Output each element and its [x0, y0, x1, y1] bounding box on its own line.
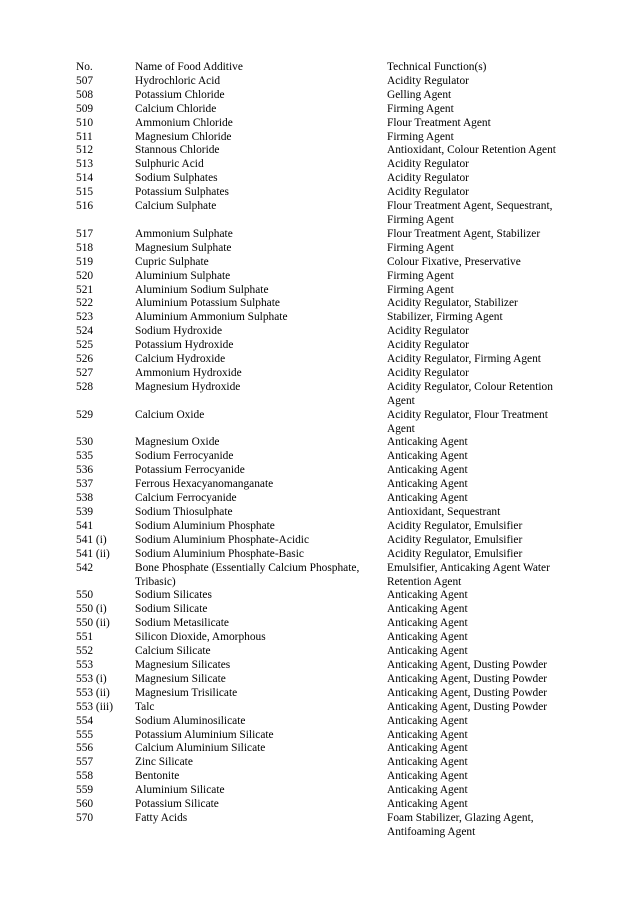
additive-number: 526 — [76, 353, 94, 366]
additive-number: 553 (i) — [76, 672, 107, 685]
additive-name: Sulphuric Acid — [135, 158, 204, 171]
additive-number: 552 — [76, 645, 94, 658]
additive-name: Sodium Sulphates — [135, 172, 218, 185]
technical-function: Anticaking Agent, Dusting Powder — [387, 672, 548, 685]
additive-name: Sodium Aluminosilicate — [135, 714, 246, 727]
technical-function: Anticaking Agent — [387, 784, 468, 797]
technical-function: Anticaking Agent — [387, 770, 468, 783]
table-row — [76, 339, 566, 353]
technical-function: Anticaking Agent — [387, 742, 468, 755]
table-row — [76, 89, 566, 103]
additive-number: 524 — [76, 325, 94, 338]
table-row — [76, 367, 566, 381]
table-row — [76, 297, 566, 311]
technical-function: Acidity Regulator — [387, 339, 469, 352]
technical-function: Firming Agent — [387, 130, 454, 143]
additive-name: Aluminium Potassium Sulphate — [135, 297, 280, 310]
additive-name: Sodium Metasilicate — [135, 617, 229, 630]
table-row — [76, 520, 566, 534]
additive-name: Potassium Aluminium Silicate — [135, 728, 274, 741]
table-row — [76, 158, 566, 172]
table-row — [76, 172, 566, 186]
additive-name: Sodium Silicate — [135, 603, 208, 616]
technical-function: Anticaking Agent — [387, 617, 468, 630]
additive-name: Stannous Chloride — [135, 144, 220, 157]
additive-number: 539 — [76, 506, 94, 518]
technical-function: Firming Agent — [387, 269, 454, 282]
additive-number: 514 — [76, 172, 94, 185]
technical-function: Acidity Regulator, Colour Retention Agent — [387, 380, 553, 407]
technical-function: Anticaking Agent — [387, 756, 468, 769]
additive-name: Aluminium Sulphate — [135, 269, 231, 282]
additive-number: 529 — [76, 408, 94, 421]
table-row — [76, 534, 566, 548]
technical-function: Colour Fixative, Preservative — [387, 255, 521, 268]
table-row — [76, 729, 566, 743]
additive-name: Magnesium Sulphate — [135, 241, 232, 254]
table-row — [76, 325, 566, 339]
additive-number: 555 — [76, 728, 94, 741]
additive-number: 550 (i) — [76, 603, 107, 616]
additive-name: Calcium Ferrocyanide — [135, 492, 237, 505]
technical-function: Acidity Regulator — [387, 325, 469, 338]
technical-function: Anticaking Agent — [387, 645, 468, 658]
additive-number: 536 — [76, 464, 94, 477]
technical-function: Acidity Regulator, Firming Agent — [387, 353, 541, 366]
additive-number: 570 — [76, 811, 94, 824]
technical-function: Anticaking Agent, Dusting Powder — [387, 686, 548, 699]
table-row — [76, 631, 566, 645]
additive-name: Sodium Aluminium Phosphate — [135, 519, 275, 532]
additive-number: 538 — [76, 492, 94, 505]
additive-number: 509 — [76, 102, 94, 115]
table-row — [76, 409, 566, 437]
table-row — [76, 812, 566, 840]
technical-function: Anticaking Agent, Dusting Powder — [387, 700, 548, 713]
table-row — [76, 548, 566, 562]
additive-name: Magnesium Chloride — [135, 130, 232, 143]
table-row — [76, 75, 566, 89]
additive-number: 553 (ii) — [76, 686, 110, 699]
additive-number: 558 — [76, 770, 94, 783]
table-row — [76, 478, 566, 492]
technical-function: Anticaking Agent — [387, 728, 468, 741]
table-row — [76, 603, 566, 617]
additive-number: 556 — [76, 742, 94, 755]
technical-function: Anticaking Agent — [387, 631, 468, 644]
table-row — [76, 687, 566, 701]
additive-name: Hydrochloric Acid — [135, 74, 221, 87]
table-row — [76, 311, 566, 325]
additive-number: 535 — [76, 450, 94, 463]
additive-number: 507 — [76, 74, 94, 87]
additive-name: Magnesium Silicate — [135, 672, 226, 685]
additive-number: 520 — [76, 269, 94, 282]
additive-name: Potassium Chloride — [135, 88, 225, 101]
table-row — [76, 242, 566, 256]
table-row — [76, 353, 566, 367]
additive-name: Magnesium Trisilicate — [135, 686, 238, 699]
table-row — [76, 131, 566, 145]
additive-number: 553 (iii) — [76, 700, 114, 713]
technical-function: Antioxidant, Sequestrant — [387, 506, 501, 518]
table-row — [76, 506, 566, 520]
technical-function: Acidity Regulator, Emulsifier — [387, 533, 523, 546]
additive-number: 511 — [76, 130, 93, 143]
table-row — [76, 103, 566, 117]
technical-function: Acidity Regulator — [387, 158, 469, 171]
technical-function: Anticaking Agent — [387, 478, 468, 491]
additive-name: Ferrous Hexacyanomanganate — [135, 478, 274, 491]
additive-number: 557 — [76, 756, 94, 769]
additive-number: 550 — [76, 589, 94, 602]
additive-name: Bone Phosphate (Essentially Calcium Phosphate, Tribasic) — [135, 561, 360, 588]
table-row — [76, 645, 566, 659]
technical-function: Flour Treatment Agent, Sequestrant, Firming Agent — [387, 200, 553, 226]
technical-function: Firming Agent — [387, 283, 454, 296]
table-row — [76, 756, 566, 770]
additive-number: 510 — [76, 116, 94, 129]
additive-name: Calcium Chloride — [135, 102, 217, 115]
additive-name: Sodium Silicates — [135, 589, 212, 602]
technical-function: Acidity Regulator — [387, 172, 469, 185]
additive-number: 516 — [76, 200, 94, 213]
technical-function: Anticaking Agent — [387, 492, 468, 505]
additive-name: Sodium Aluminium Phosphate-Acidic — [135, 533, 310, 546]
additive-name: Magnesium Silicates — [135, 658, 231, 671]
additive-name: Aluminium Ammonium Sulphate — [135, 311, 288, 324]
additive-number: 554 — [76, 714, 94, 727]
additive-name: Sodium Hydroxide — [135, 325, 223, 338]
additive-number: 527 — [76, 366, 94, 379]
additive-name: Talc — [135, 700, 155, 713]
technical-function: Anticaking Agent — [387, 436, 468, 449]
table-row — [76, 200, 566, 228]
table-row — [76, 117, 566, 131]
additive-name: Magnesium Oxide — [135, 436, 220, 449]
additive-name: Potassium Silicate — [135, 798, 219, 811]
table-row — [76, 715, 566, 729]
table-row — [76, 228, 566, 242]
table-row — [76, 381, 566, 409]
technical-function: Anticaking Agent — [387, 464, 468, 477]
additive-name: Sodium Aluminium Phosphate-Basic — [135, 547, 304, 560]
additive-number: 517 — [76, 227, 94, 240]
table-row — [76, 589, 566, 603]
additive-number: 508 — [76, 88, 94, 101]
header-technical-function: Technical Function(s) — [387, 61, 487, 73]
additive-number: 522 — [76, 297, 94, 310]
technical-function: Anticaking Agent — [387, 798, 468, 811]
additive-number: 518 — [76, 241, 94, 254]
technical-function: Anticaking Agent — [387, 589, 468, 602]
table-row — [76, 284, 566, 298]
technical-function: Foam Stabilizer, Glazing Agent, Antifoaming Agent — [387, 811, 534, 838]
additive-number: 541 (i) — [76, 533, 107, 546]
additive-name: Zinc Silicate — [135, 756, 193, 769]
technical-function: Acidity Regulator — [387, 186, 469, 199]
additive-name: Bentonite — [135, 770, 180, 783]
table-row — [76, 742, 566, 756]
technical-function: Emulsifier, Anticaking Agent Water Retention Agent — [387, 561, 550, 588]
additive-number: 515 — [76, 186, 94, 199]
technical-function: Acidity Regulator, Emulsifier — [387, 519, 523, 532]
technical-function: Acidity Regulator, Emulsifier — [387, 547, 523, 560]
additive-name: Ammonium Chloride — [135, 116, 233, 129]
header-number: No. — [76, 61, 93, 73]
table-row — [76, 256, 566, 270]
additive-name: Sodium Thiosulphate — [135, 506, 233, 518]
additive-number: 559 — [76, 784, 94, 797]
additive-number: 542 — [76, 561, 94, 574]
table-row — [76, 450, 566, 464]
header-additive-name: Name of Food Additive — [135, 61, 243, 73]
table-row — [76, 562, 566, 590]
additive-number: 513 — [76, 158, 94, 171]
technical-function: Acidity Regulator — [387, 74, 469, 87]
table-row — [76, 770, 566, 784]
additive-name: Fatty Acids — [135, 811, 188, 824]
additive-name: Calcium Sulphate — [135, 200, 217, 213]
additive-name: Potassium Ferrocyanide — [135, 464, 245, 477]
additive-number: 541 (ii) — [76, 547, 110, 560]
additive-number: 541 — [76, 519, 94, 532]
food-additive-table — [76, 61, 566, 840]
additive-name: Silicon Dioxide, Amorphous — [135, 631, 266, 644]
additive-name: Potassium Sulphates — [135, 186, 229, 199]
technical-function: Antioxidant, Colour Retention Agent — [387, 144, 556, 157]
additive-number: 523 — [76, 311, 94, 324]
technical-function: Acidity Regulator, Stabilizer — [387, 297, 518, 310]
additive-name: Ammonium Hydroxide — [135, 366, 242, 379]
table-row — [76, 270, 566, 284]
table-header-row — [76, 61, 566, 75]
technical-function: Firming Agent — [387, 102, 454, 115]
additive-number: 560 — [76, 798, 94, 811]
technical-function: Anticaking Agent — [387, 450, 468, 463]
additive-number: 512 — [76, 144, 94, 157]
technical-function: Gelling Agent — [387, 88, 452, 101]
additive-name: Calcium Hydroxide — [135, 353, 226, 366]
additive-number: 537 — [76, 478, 94, 491]
additive-number: 519 — [76, 255, 94, 268]
table-row — [76, 784, 566, 798]
table-row — [76, 464, 566, 478]
additive-number: 530 — [76, 436, 94, 449]
additive-number: 553 — [76, 658, 94, 671]
additive-number: 521 — [76, 283, 94, 296]
table-row — [76, 659, 566, 673]
additive-name: Magnesium Hydroxide — [135, 380, 241, 393]
technical-function: Anticaking Agent — [387, 603, 468, 616]
additive-name: Calcium Oxide — [135, 408, 205, 421]
technical-function: Stabilizer, Firming Agent — [387, 311, 503, 324]
additive-name: Calcium Silicate — [135, 645, 211, 658]
technical-function: Acidity Regulator, Flour Treatment Agent — [387, 408, 548, 435]
additive-name: Aluminium Silicate — [135, 784, 225, 797]
table-row — [76, 186, 566, 200]
table-row — [76, 492, 566, 506]
additive-number: 525 — [76, 339, 94, 352]
additive-number: 528 — [76, 380, 94, 393]
additive-number: 551 — [76, 631, 94, 644]
technical-function: Firming Agent — [387, 241, 454, 254]
table-row — [76, 798, 566, 812]
technical-function: Acidity Regulator — [387, 366, 469, 379]
technical-function: Anticaking Agent, Dusting Powder — [387, 658, 548, 671]
additive-name: Calcium Aluminium Silicate — [135, 742, 266, 755]
table-row — [76, 436, 566, 450]
additive-number: 550 (ii) — [76, 617, 110, 630]
table-row — [76, 673, 566, 687]
additive-name: Aluminium Sodium Sulphate — [135, 283, 269, 296]
additive-name: Sodium Ferrocyanide — [135, 450, 234, 463]
table-row — [76, 617, 566, 631]
additive-name: Cupric Sulphate — [135, 255, 209, 268]
table-row — [76, 144, 566, 158]
technical-function: Anticaking Agent — [387, 714, 468, 727]
additive-name: Ammonium Sulphate — [135, 227, 233, 240]
technical-function: Flour Treatment Agent — [387, 116, 491, 129]
table-body — [76, 75, 566, 840]
technical-function: Flour Treatment Agent, Stabilizer — [387, 227, 541, 240]
additive-name: Potassium Hydroxide — [135, 339, 234, 352]
table-row — [76, 701, 566, 715]
